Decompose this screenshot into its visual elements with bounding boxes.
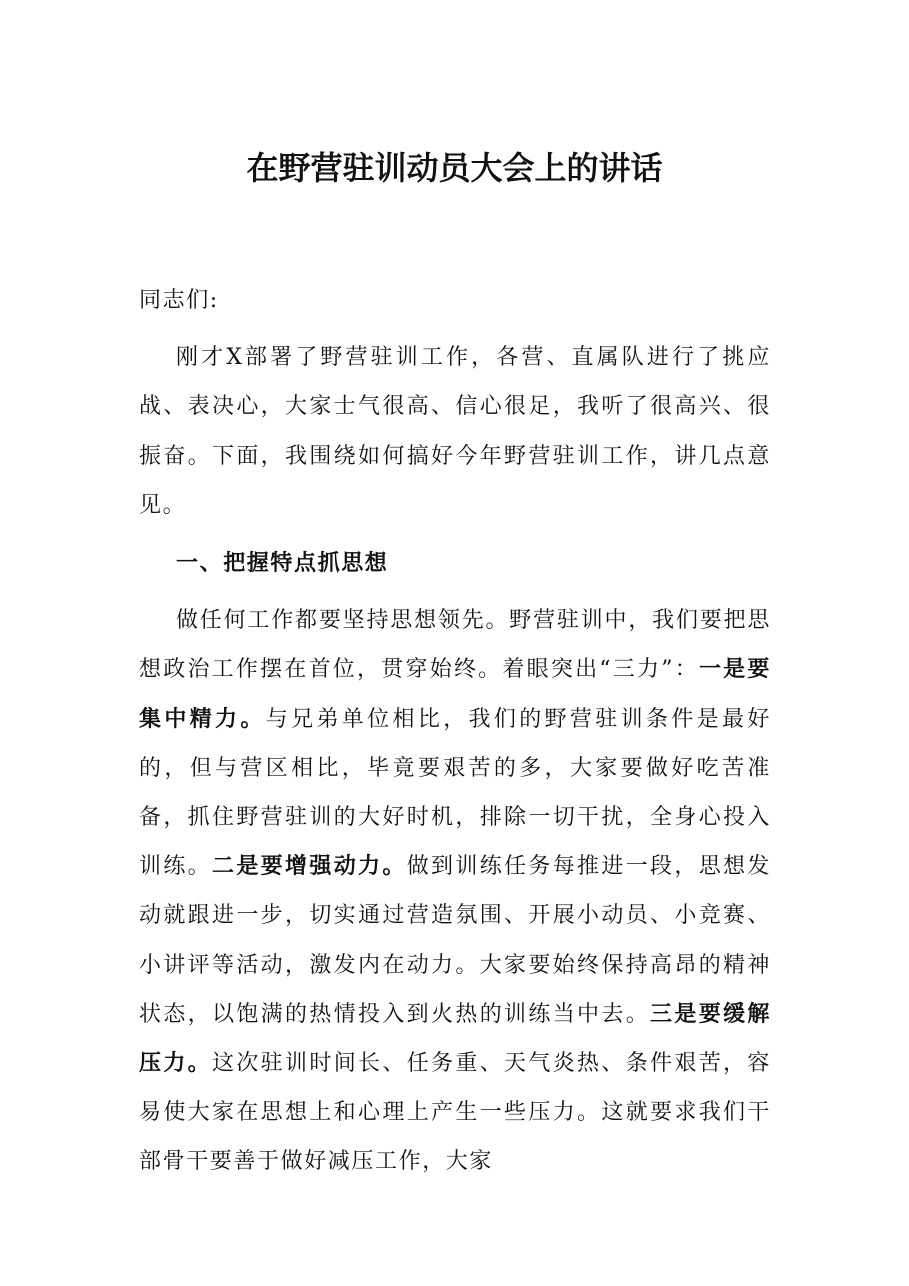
paragraph-2: [139, 596, 771, 1186]
point-1-text: 与兄弟单位相比，我们的野营驻训条件是最好的，但与营区相比，毕竟要艰苦的多，大家要做好吃苦准备，抓住野营驻训的大好时机，排除一切干扰，全身心投入训练。: [139, 706, 771, 880]
paragraph-2-intro: 做任何工作都要坚持思想领先。野营驻训中，我们要把思想政治工作摆在首位，贯穿始终。着眼突出“三力”：: [139, 608, 771, 683]
point-3-text: 这次驻训时间长、任务重、天气炎热、条件艰苦，容易使大家在思想上和心理上产生一些压力。这就要求我们干部骨干要善于做好减压工作，大家: [139, 1051, 771, 1175]
paragraph-1: 刚才X部署了野营驻训工作，各营、直属队进行了挑应战、表决心，大家士气很高、信心很足，我听了很高兴、很振奋。下面，我围绕如何搞好今年野营驻训工作，讲几点意见。: [139, 345, 771, 518]
document-title: 在野营驻训动员大会上的讲话: [246, 149, 663, 187]
point-1-heading: 一是要集中精力。: [139, 656, 771, 732]
point-2-heading: 二是要增强动力。: [212, 853, 407, 880]
point-2-text: 做到训练任务每推进一段，思想发动就跟进一步，切实通过营造氛围、开展小动员、小竞赛、小讲评等活动，激发内在动力。大家要始终保持高昂的精神状态，以饱满的热情投入到火热的训练当中去。: [139, 854, 771, 1027]
point-3-heading: 三是要缓解压力。: [139, 1000, 771, 1077]
document-body: [139, 276, 771, 1187]
salutation: 同志们:: [139, 288, 219, 313]
section-1-heading: 一、把握特点抓思想: [176, 550, 389, 577]
